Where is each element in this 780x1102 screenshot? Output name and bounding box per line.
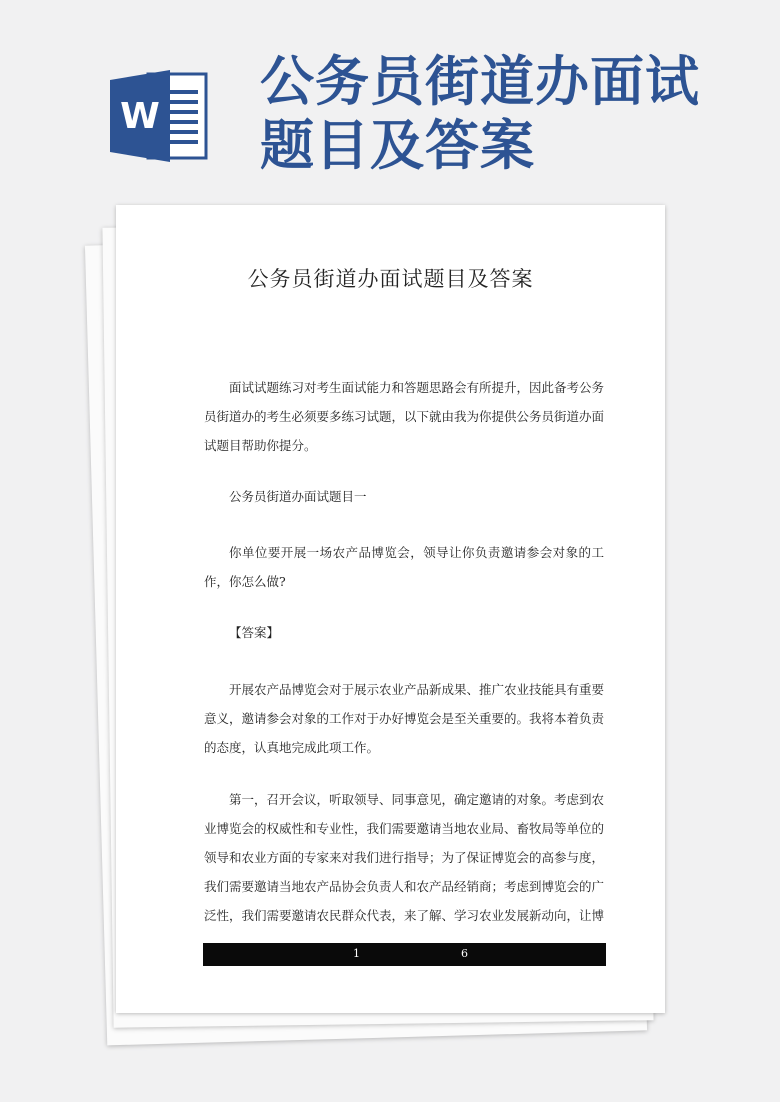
paragraph-question: 你单位要开展一场农产品博览会，领导让你负责邀请参会对象的工作，你怎么做? bbox=[204, 545, 604, 589]
page-number-total: 6 bbox=[461, 947, 468, 960]
document-title: 公务员街道办面试题目及答案 bbox=[247, 267, 534, 291]
banner-title bbox=[260, 50, 760, 178]
banner bbox=[0, 0, 780, 200]
paragraph-answer-label: 【答案】 bbox=[229, 625, 280, 640]
word-document-icon bbox=[108, 68, 208, 164]
word-icon-letter: W bbox=[120, 96, 160, 137]
page-number-current: 1 bbox=[353, 947, 360, 960]
page-footer-bar bbox=[203, 943, 606, 966]
paragraph-answer-point1: 第一，召开会议，听取领导、同事意见，确定邀请的对象。考虑到农业博览会的权威性和专业性，我们需要邀请当地农业局、畜牧局等单位的领导和农业方面的专家来对我们进行指导；为了保证博览会的高参与度，我们需要邀请当地农产品协会负责人和农产品经销商；考虑到博览会的广泛性，我们需要邀请农民群众代表，来了解、学习农业发展新动向，让博 bbox=[204, 792, 604, 923]
document-page bbox=[116, 205, 665, 1013]
paragraph-intro: 面试试题练习对考生面试能力和答题思路会有所提升，因此备考公务员街道办的考生必须要多练习试题，以下就由我为你提供公务员街道办面试题目帮助你提分。 bbox=[204, 380, 605, 453]
banner-title-line2: 题目及答案 bbox=[260, 114, 535, 177]
paragraph-answer-intro: 开展农产品博览会对于展示农业产品新成果、推广农业技能具有重要意义，邀请参会对象的工作对于办好博览会是至关重要的。我将本着负责的态度，认真地完成此项工作。 bbox=[204, 682, 605, 755]
banner-title-line1: 公务员街道办面试 bbox=[260, 50, 700, 113]
paragraph-question-heading: 公务员街道办面试题目一 bbox=[229, 489, 367, 504]
